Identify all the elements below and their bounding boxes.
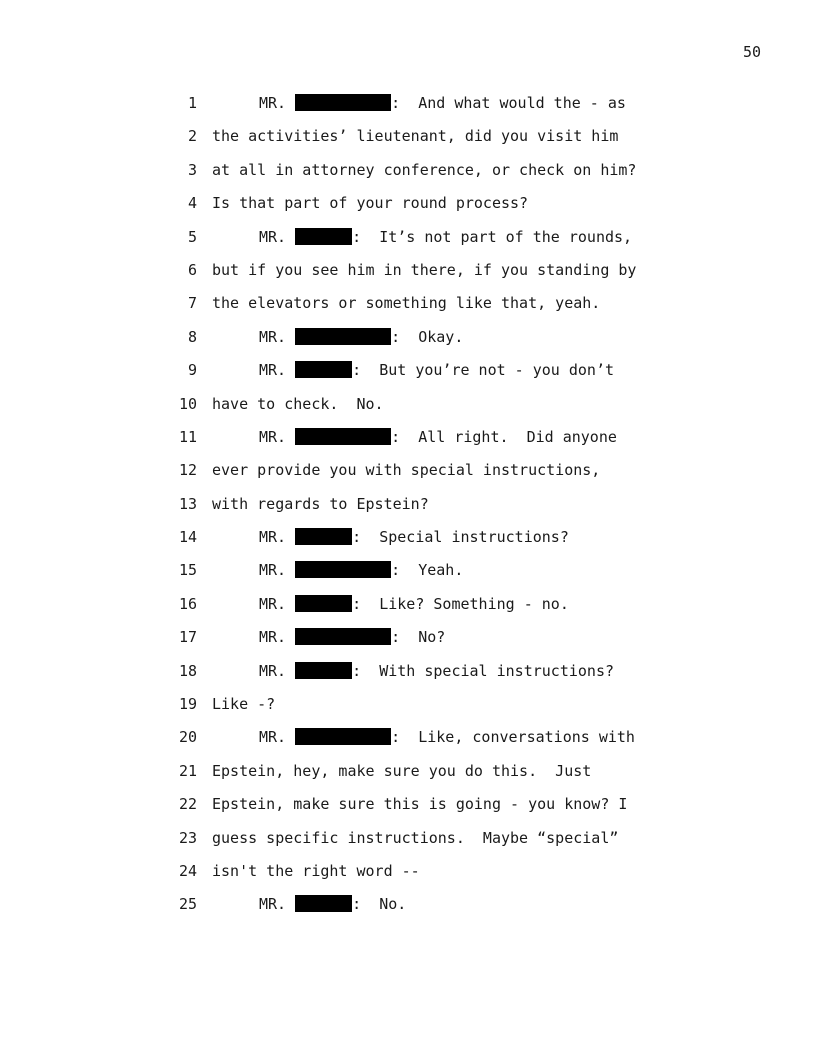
transcript-line	[0, 126, 816, 159]
continuation-line	[212, 460, 600, 480]
redaction-bar	[295, 94, 391, 111]
line-content: at all in attorney conference, or check on him?	[212, 160, 637, 179]
line-content: have to check. No.	[212, 394, 384, 413]
transcript-line	[0, 293, 816, 326]
continuation-line	[212, 394, 384, 414]
speaker-line	[259, 594, 569, 614]
speaker-title: MR.	[259, 661, 287, 680]
redaction-bar	[295, 528, 352, 545]
transcript-line	[0, 460, 816, 493]
redaction-bar	[295, 728, 391, 745]
redaction-bar	[295, 328, 391, 345]
line-number: 9	[187, 361, 197, 380]
line-content: : All right. Did anyone	[391, 427, 617, 446]
transcript-line	[0, 427, 816, 460]
transcript-line	[0, 527, 816, 560]
continuation-line	[212, 694, 275, 714]
redaction-bar	[295, 895, 352, 912]
line-content: : No?	[391, 628, 446, 647]
transcript-line	[0, 327, 816, 360]
line-content: : With special instructions?	[352, 661, 615, 680]
line-number: 3	[187, 160, 197, 179]
redaction-bar	[295, 595, 352, 612]
line-number: 8	[187, 327, 197, 346]
line-content: : No.	[352, 895, 407, 914]
speaker-line	[259, 661, 614, 681]
line-content: ever provide you with special instructions,	[212, 461, 601, 480]
line-number: 12	[178, 461, 197, 480]
continuation-line	[212, 494, 429, 514]
continuation-line	[212, 761, 591, 781]
line-number: 14	[178, 528, 197, 547]
speaker-line	[259, 894, 406, 914]
speaker-line	[259, 427, 617, 447]
continuation-line	[212, 293, 600, 313]
transcript-line	[0, 193, 816, 226]
line-content: : Special instructions?	[352, 528, 569, 547]
redaction-bar	[295, 628, 391, 645]
continuation-line	[212, 861, 420, 881]
line-content: : And what would the - as	[391, 94, 626, 112]
line-number: 13	[178, 494, 197, 513]
transcript-line	[0, 828, 816, 861]
redaction-bar	[295, 428, 391, 445]
line-number: 1	[187, 94, 197, 112]
line-content: the elevators or something like that, yeah.	[212, 294, 601, 313]
line-content: : Okay.	[391, 327, 464, 346]
line-content: with regards to Epstein?	[212, 494, 429, 513]
line-number: 2	[187, 127, 197, 146]
speaker-title: MR.	[259, 728, 287, 747]
transcript-line	[0, 93, 816, 126]
line-number: 10	[178, 394, 197, 413]
transcript-line	[0, 761, 816, 794]
line-number: 6	[187, 260, 197, 279]
continuation-line	[212, 260, 636, 280]
line-content: Epstein, hey, make sure you do this. Just	[212, 761, 592, 780]
transcript-line	[0, 894, 816, 927]
line-number: 18	[178, 661, 197, 680]
line-number: 5	[187, 227, 197, 246]
speaker-line	[259, 527, 569, 547]
speaker-title: MR.	[259, 94, 287, 112]
continuation-line	[212, 828, 618, 848]
transcript-line	[0, 594, 816, 627]
transcript-line	[0, 394, 816, 427]
speaker-title: MR.	[259, 327, 287, 346]
line-number: 19	[178, 695, 197, 714]
speaker-line	[259, 227, 632, 247]
line-number: 23	[178, 828, 197, 847]
speaker-line	[259, 727, 635, 747]
line-content: the activities’ lieutenant, did you visit him	[212, 127, 619, 146]
transcript-line	[0, 661, 816, 694]
line-number: 25	[178, 895, 197, 914]
continuation-line	[212, 160, 636, 180]
line-number: 4	[187, 194, 197, 213]
speaker-line	[259, 627, 445, 647]
page-number: 50	[743, 43, 762, 61]
line-number: 11	[178, 427, 197, 446]
redaction-bar	[295, 228, 352, 245]
speaker-line	[259, 360, 614, 380]
line-number: 15	[178, 561, 197, 580]
line-number: 17	[178, 628, 197, 647]
speaker-title: MR.	[259, 227, 287, 246]
transcript-line	[0, 861, 816, 894]
transcript-line	[0, 227, 816, 260]
transcript-line	[0, 560, 816, 593]
transcript-line	[0, 627, 816, 660]
speaker-title: MR.	[259, 528, 287, 547]
speaker-line	[259, 560, 463, 580]
transcript-line	[0, 260, 816, 293]
line-content: but if you see him in there, if you standing by	[212, 260, 637, 279]
speaker-title: MR.	[259, 628, 287, 647]
redaction-bar	[295, 662, 352, 679]
line-content: Like -?	[212, 695, 276, 714]
line-number: 20	[178, 728, 197, 747]
redaction-bar	[295, 561, 391, 578]
line-content: : Like, conversations with	[391, 728, 635, 747]
line-content: : Yeah.	[391, 561, 464, 580]
transcript-line	[0, 360, 816, 393]
continuation-line	[212, 794, 627, 814]
speaker-title: MR.	[259, 427, 287, 446]
speaker-title: MR.	[259, 594, 287, 613]
continuation-line	[212, 126, 618, 146]
line-number: 16	[178, 594, 197, 613]
continuation-line	[212, 193, 528, 213]
transcript-body	[0, 93, 816, 928]
speaker-title: MR.	[259, 895, 287, 914]
speaker-line	[259, 93, 626, 113]
transcript-line	[0, 694, 816, 727]
line-content: : But you’re not - you don’t	[352, 361, 615, 380]
line-content: guess specific instructions. Maybe “special”	[212, 828, 619, 847]
line-content: isn't the right word --	[212, 861, 420, 880]
speaker-title: MR.	[259, 361, 287, 380]
line-number: 7	[187, 294, 197, 313]
line-content: Epstein, make sure this is going - you know? I	[212, 795, 628, 814]
line-content: : Like? Something - no.	[352, 594, 569, 613]
line-content: Is that part of your round process?	[212, 194, 529, 213]
speaker-title: MR.	[259, 561, 287, 580]
line-number: 22	[178, 795, 197, 814]
line-content: : It’s not part of the rounds,	[352, 227, 633, 246]
transcript-line	[0, 160, 816, 193]
line-number: 24	[178, 861, 197, 880]
speaker-line	[259, 327, 463, 347]
transcript-line	[0, 727, 816, 760]
redaction-bar	[295, 361, 352, 378]
line-number: 21	[178, 761, 197, 780]
transcript-line	[0, 494, 816, 527]
transcript-line	[0, 794, 816, 827]
